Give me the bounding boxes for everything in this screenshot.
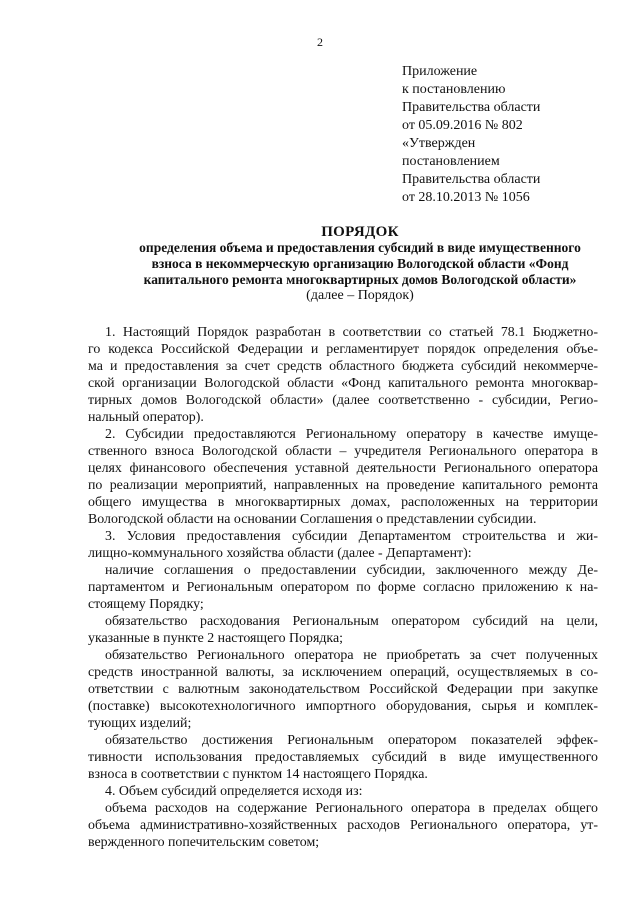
page-number: 2 [317,35,323,49]
body-line: обязательство достижения Региональным оператором показателей эффек- [105,733,598,748]
body-line: партаментом и Региональным оператором по форме согласно приложению к на- [88,580,598,595]
body-line: го кодекса Российской Федерации и регламентирует порядок определения объе- [88,342,598,357]
subtitle-line: определения объема и предоставления субсидий в виде имущественного [139,240,581,255]
subtitle-note: (далее – Порядок) [306,288,414,303]
body-line: Вологодской области на основании Соглашения о представлении субсидии. [88,512,537,527]
appendix-line: от 05.09.2016 № 802 [402,118,523,133]
body-line: 2. Субсидии предоставляются Региональному оператору в качестве имуще- [105,427,598,442]
body-line: лищно-коммунального хозяйства области (далее - Департамент): [88,546,472,561]
appendix-approval-block [402,63,627,207]
body-line: (поставке) высокотехнологичного импортного оборудования, сырья и комплек- [88,699,598,714]
body-line: ской организации Вологодской области «Фонд капитального ремонта многоквар- [88,376,598,391]
body-line: нальный оператор). [88,410,204,425]
document-subtitle [60,240,640,304]
document-body [88,324,598,851]
subtitle-line: капитального ремонта многоквартирных домов Вологодской области» [143,272,577,287]
body-line: обязательство расходования Региональным оператором субсидий на цели, [105,614,598,629]
appendix-line: Правительства области [402,100,541,115]
appendix-line: Правительства области [402,172,541,187]
body-line: общего имущества в многоквартирных домах, расположенных на территории [88,495,598,510]
body-line: взноса в соответствии с пунктом 14 настоящего Порядка. [88,767,428,782]
body-line: тивности использования предоставляемых субсидий в виде имущественного [88,750,598,765]
body-line: 1. Настоящий Порядок разработан в соответствии со статьей 78.1 Бюджетно- [105,325,598,340]
body-line: указанные в пункте 2 настоящего Порядка; [88,631,343,646]
appendix-line: к постановлению [402,82,506,97]
body-line: ма и предоставления за счет средств областного бюджета субсидий некоммерче- [88,359,598,374]
body-line: объема расходов на содержание Регионального оператора в пределах общего [105,801,598,816]
appendix-line: постановлением [402,154,500,169]
body-line: целях финансового обеспечения уставной деятельности Регионального оператора [88,461,598,476]
body-line: обязательство Регионального оператора не приобретать за счет полученных [105,648,598,663]
body-line: стоящему Порядку; [88,597,204,612]
body-line: ответствии с валютным законодательством Российской Федерации при закупке [88,682,598,697]
subtitle-line: взноса в некоммерческую организацию Вологодской области «Фонд [151,256,569,271]
body-line: ственного взноса Вологодской области – учредителя Регионального оператора в [88,444,598,459]
appendix-line: от 28.10.2013 № 1056 [402,190,530,205]
body-line: по реализации мероприятий, направленных на проведение капитального ремонта [88,478,598,493]
body-line: вержденного попечительским советом; [88,835,320,850]
body-line: средств иностранной валюты, за исключением операций, осуществляемых в со- [88,665,598,680]
body-line: 3. Условия предоставления субсидии Департаментом строительства и жи- [105,529,598,544]
appendix-line: «Утвержден [402,136,476,151]
body-line: тующих изделий; [88,716,192,731]
body-line: наличие соглашения о предоставлении субсидии, заключенного между Де- [105,563,598,578]
document-title: ПОРЯДОК [321,224,399,240]
body-line: объема административно-хозяйственных расходов Регионального оператора, ут- [88,818,598,833]
body-line: тирных домов Вологодской области» (далее соответственно - субсидии, Регио- [88,393,598,408]
appendix-line: Приложение [402,64,478,79]
body-line: 4. Объем субсидий определяется исходя из: [105,784,363,799]
